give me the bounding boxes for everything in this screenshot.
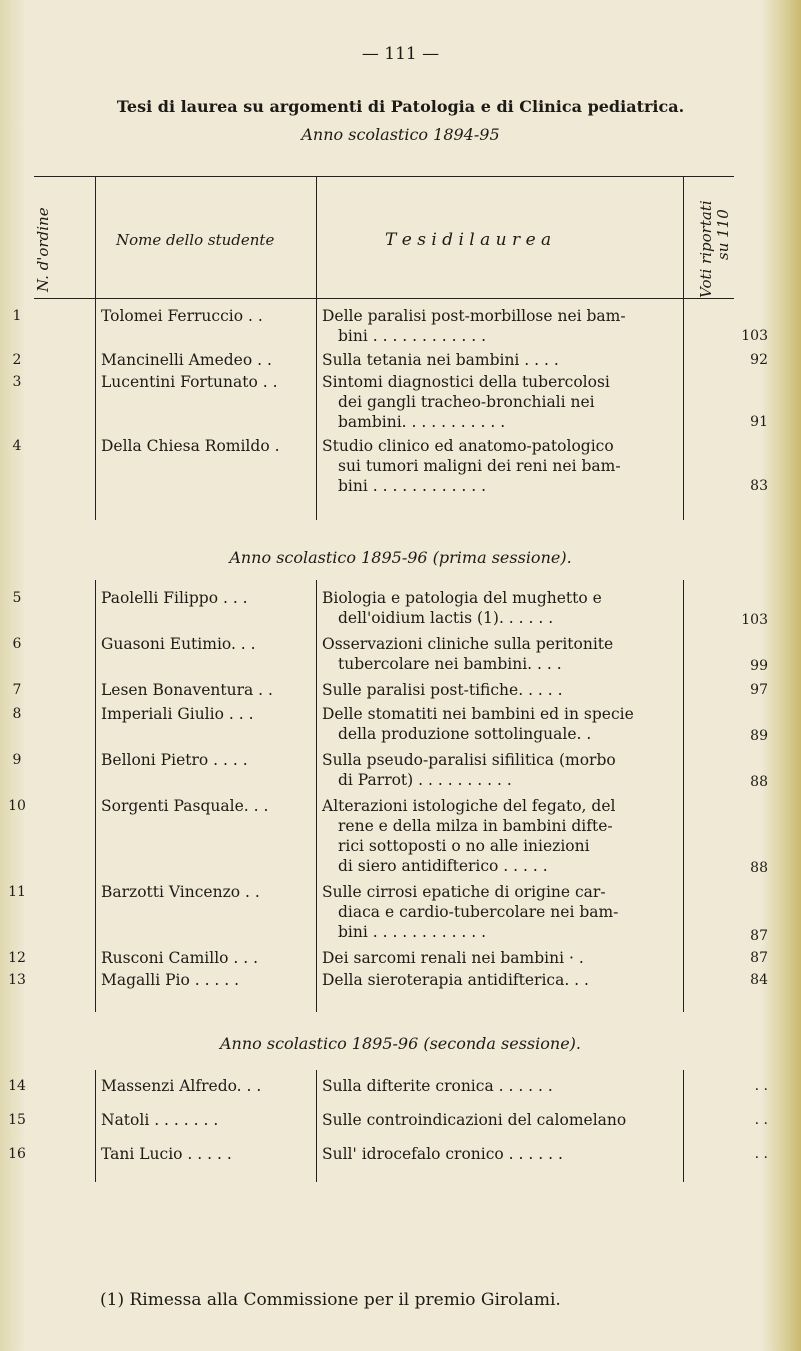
student-name: Tolomei Ferruccio . . <box>101 307 263 325</box>
row-number: 14 <box>8 1078 26 1094</box>
row-number: 10 <box>8 798 26 814</box>
thesis-line: rene e della milza in bambini difte- <box>338 817 613 835</box>
column-divider <box>683 176 684 520</box>
column-divider <box>683 580 684 1012</box>
thesis-line: Osservazioni cliniche sulla peritonite <box>322 635 614 653</box>
section-year-3: Anno scolastico 1895-96 (seconda sessione). <box>220 1034 581 1053</box>
student-name: Guasoni Eutimio. . . <box>101 635 256 653</box>
row-number: 12 <box>8 950 26 966</box>
vote: . . <box>754 1078 768 1094</box>
student-name: Paolelli Filippo . . . <box>101 589 248 607</box>
vote: 97 <box>750 682 768 698</box>
header-voti-2: su 110 <box>714 209 732 260</box>
thesis-line: Sulla difterite cronica . . . . . . <box>322 1077 553 1095</box>
header-ordine: N. d'ordine <box>34 207 52 292</box>
column-divider <box>95 176 96 520</box>
thesis-line: Sulle cirrosi epatiche di origine car- <box>322 883 606 901</box>
table-top-rule <box>34 176 734 177</box>
vote: 89 <box>750 728 768 744</box>
vote: 103 <box>741 612 768 628</box>
student-name: Tani Lucio . . . . . <box>101 1145 232 1163</box>
thesis-line: Biologia e patologia del mughetto e <box>322 589 602 607</box>
student-name: Massenzi Alfredo. . . <box>101 1077 262 1095</box>
row-number: 11 <box>8 884 26 900</box>
vote: 92 <box>750 352 768 368</box>
thesis-line: sui tumori maligni dei reni nei bam- <box>338 457 621 475</box>
thesis-line: Alterazioni istologiche del fegato, del <box>322 797 616 815</box>
row-number: 4 <box>12 438 22 454</box>
student-name: Della Chiesa Romildo . <box>101 437 280 455</box>
thesis-line: Sulla tetania nei bambini . . . . <box>322 351 559 369</box>
vote: 99 <box>750 658 768 674</box>
row-number: 6 <box>12 636 22 652</box>
student-name: Lucentini Fortunato . . <box>101 373 278 391</box>
thesis-line: Dei sarcomi renali nei bambini · . <box>322 949 584 967</box>
column-divider <box>316 1070 317 1182</box>
column-divider <box>316 176 317 520</box>
student-name: Sorgenti Pasquale. . . <box>101 797 269 815</box>
thesis-line: della produzione sottolinguale. . <box>338 725 592 743</box>
vote: 87 <box>750 950 768 966</box>
thesis-line: Delle paralisi post-morbillose nei bam- <box>322 307 626 325</box>
thesis-line: dell'oidium lactis (1). . . . . . <box>338 609 554 627</box>
row-number: 3 <box>12 374 22 390</box>
student-name: Belloni Pietro . . . . <box>101 751 248 769</box>
page-title: Tesi di laurea su argomenti di Patologia e di Clinica pediatrica. <box>116 97 685 116</box>
thesis-line: Sintomi diagnostici della tubercolosi <box>322 373 610 391</box>
column-divider <box>95 1070 96 1182</box>
vote: 88 <box>750 860 768 876</box>
row-number: 7 <box>12 682 22 698</box>
thesis-line: diaca e cardio-tubercolare nei bam- <box>338 903 619 921</box>
vote: 83 <box>750 478 768 494</box>
row-number: 2 <box>12 352 22 368</box>
thesis-line: rici sottoposti o no alle iniezioni <box>338 837 590 855</box>
student-name: Magalli Pio . . . . . <box>101 971 240 989</box>
student-name: Lesen Bonaventura . . <box>101 681 273 699</box>
thesis-line: Studio clinico ed anatomo-patologico <box>322 437 614 455</box>
thesis-line: Delle stomatiti nei bambini ed in specie <box>322 705 634 723</box>
vote: . . <box>754 1112 768 1128</box>
thesis-line: di Parrot) . . . . . . . . . . <box>338 771 512 789</box>
column-divider <box>316 580 317 1012</box>
thesis-line: Sulla pseudo-paralisi sifilitica (morbo <box>322 751 616 769</box>
column-divider <box>95 580 96 1012</box>
footnote: (1) Rimessa alla Commissione per il premio Girolami. <box>100 1290 561 1310</box>
row-number: 13 <box>8 972 26 988</box>
student-name: Barzotti Vincenzo . . <box>101 883 260 901</box>
vote: 91 <box>750 414 768 430</box>
section-year-2: Anno scolastico 1895-96 (prima sessione). <box>229 548 572 567</box>
vote: 87 <box>750 928 768 944</box>
student-name: Rusconi Camillo . . . <box>101 949 259 967</box>
vote: 88 <box>750 774 768 790</box>
vote: 84 <box>750 972 768 988</box>
row-number: 1 <box>12 308 22 324</box>
thesis-line: Della sieroterapia antidifterica. . . <box>322 971 589 989</box>
row-number: 5 <box>12 590 22 606</box>
header-voti-1: Voti riportati <box>697 200 715 298</box>
thesis-line: dei gangli tracheo-bronchiali nei <box>338 393 595 411</box>
section-year-1: Anno scolastico 1894-95 <box>301 125 500 144</box>
vote: 103 <box>741 328 768 344</box>
vote: . . <box>754 1146 768 1162</box>
thesis-line: Sull' idrocefalo cronico . . . . . . <box>322 1145 563 1163</box>
student-name: Natoli . . . . . . . <box>101 1111 219 1129</box>
column-divider <box>683 1070 684 1182</box>
row-number: 8 <box>12 706 22 722</box>
row-number: 15 <box>8 1112 26 1128</box>
thesis-line: Sulle paralisi post-tifiche. . . . . <box>322 681 563 699</box>
thesis-line: bini . . . . . . . . . . . . <box>338 477 487 495</box>
thesis-line: di siero antidifterico . . . . . <box>338 857 548 875</box>
page-number: — 111 — <box>361 44 440 64</box>
student-name: Mancinelli Amedeo . . <box>101 351 272 369</box>
thesis-line: Sulle controindicazioni del calomelano <box>322 1111 627 1129</box>
thesis-line: bambini. . . . . . . . . . . <box>338 413 506 431</box>
header-bottom-rule <box>34 298 734 299</box>
header-nome: Nome dello studente <box>116 231 275 249</box>
thesis-line: bini . . . . . . . . . . . . <box>338 327 487 345</box>
thesis-line: tubercolare nei bambini. . . . <box>338 655 562 673</box>
row-number: 9 <box>12 752 22 768</box>
header-tesi: T e s i d i l a u r e a <box>385 230 552 250</box>
row-number: 16 <box>8 1146 26 1162</box>
student-name: Imperiali Giulio . . . <box>101 705 254 723</box>
thesis-line: bini . . . . . . . . . . . . <box>338 923 487 941</box>
